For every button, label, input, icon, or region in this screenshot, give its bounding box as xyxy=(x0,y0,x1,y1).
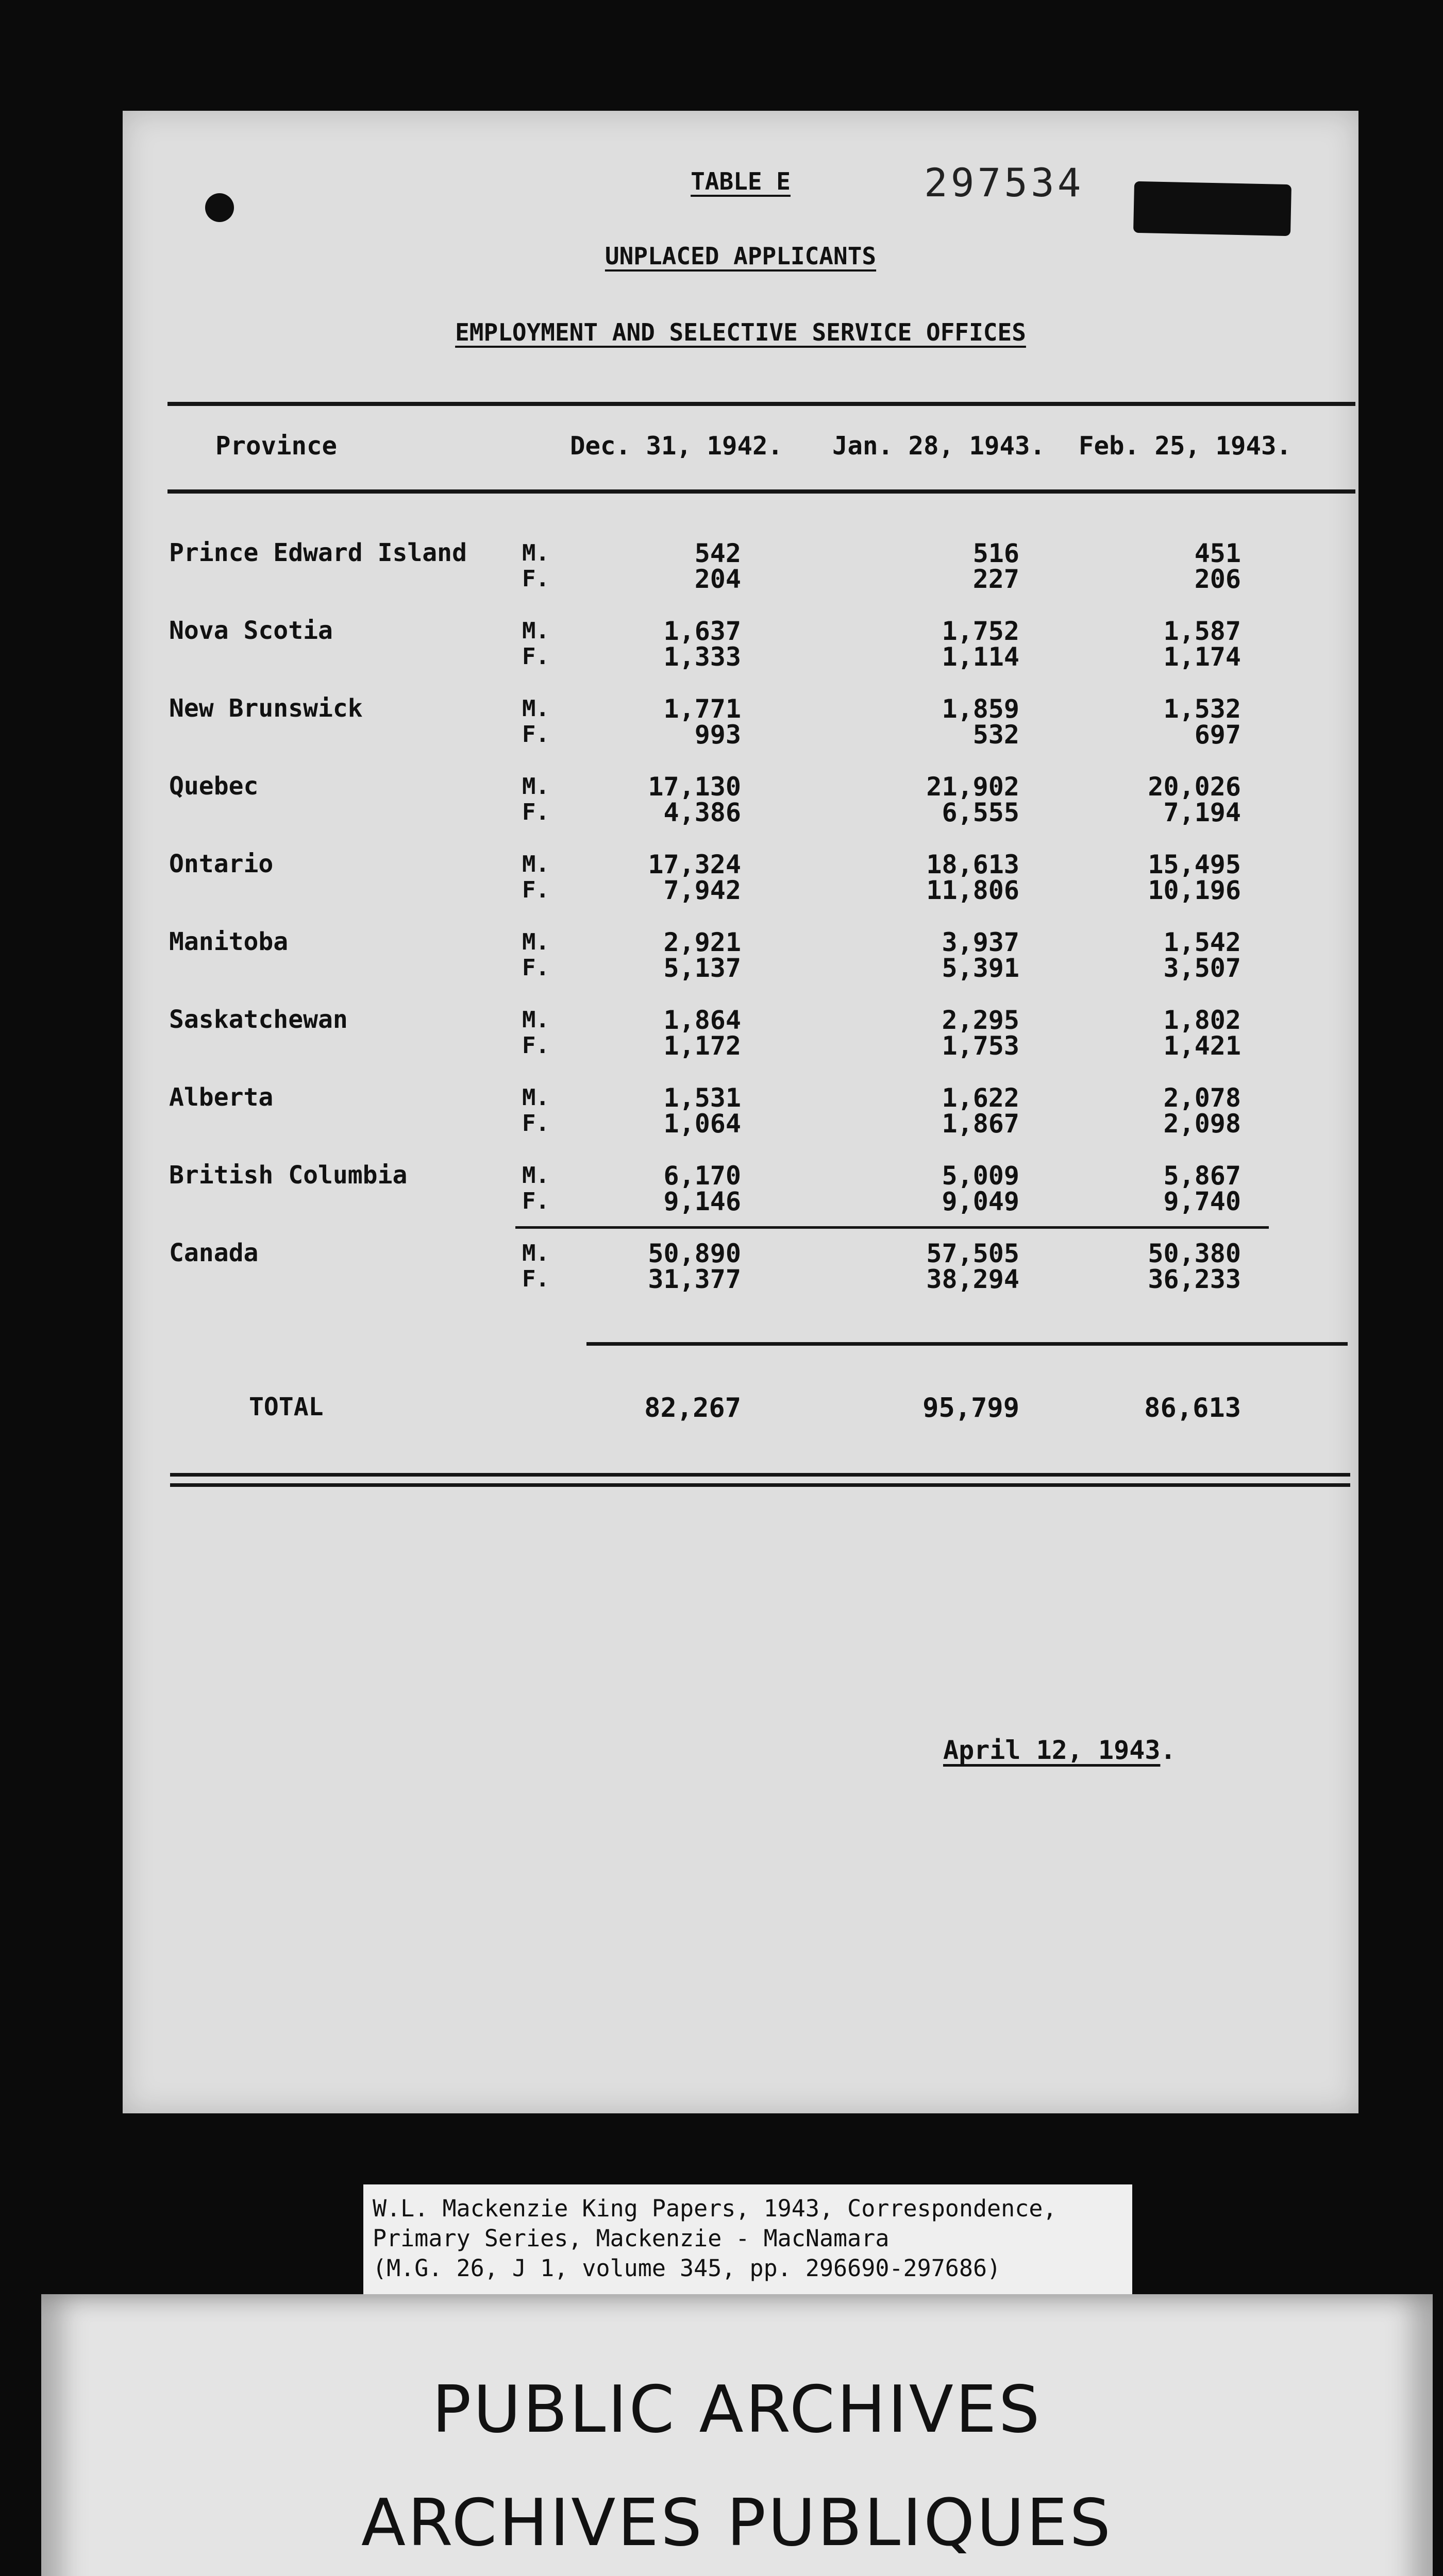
citation-line: Primary Series, Mackenzie - MacNamara xyxy=(373,2225,890,2252)
table-cell: 4,386 xyxy=(663,798,741,827)
table-cell: 993 xyxy=(694,720,741,750)
table-cell: 1,622 xyxy=(942,1083,1019,1113)
table-cell: 1,172 xyxy=(663,1031,741,1061)
table-cell: 36,233 xyxy=(1148,1264,1241,1294)
archive-banner xyxy=(41,2294,1433,2576)
table-cell: 11,806 xyxy=(926,875,1019,905)
date-suffix: . xyxy=(1160,1735,1176,1765)
total-feb-1943: 86,613 xyxy=(1144,1393,1241,1423)
table-cell: 5,391 xyxy=(942,953,1019,983)
province-name: Quebec xyxy=(169,772,259,801)
sex-label-female: F. xyxy=(522,643,549,670)
table-cell: 9,146 xyxy=(663,1187,741,1216)
sex-label-male: M. xyxy=(522,1240,549,1266)
table-cell: 5,867 xyxy=(1163,1161,1241,1191)
sex-label-male: M. xyxy=(522,1084,549,1111)
table-cell: 57,505 xyxy=(926,1239,1019,1268)
total-rule xyxy=(586,1342,1348,1346)
document-page xyxy=(123,111,1358,2113)
sex-label-male: M. xyxy=(522,773,549,800)
sex-label-male: M. xyxy=(522,851,549,877)
table-cell: 516 xyxy=(972,538,1019,568)
table-cell: 532 xyxy=(972,720,1019,750)
stamp-number: 297534 xyxy=(924,160,1084,206)
province-name: Canada xyxy=(169,1239,259,1267)
citation-line: (M.G. 26, J 1, volume 345, pp. 296690-297686) xyxy=(373,2255,1001,2282)
sex-label-female: F. xyxy=(522,799,549,825)
table-cell: 17,324 xyxy=(648,850,741,879)
table-cell: 697 xyxy=(1194,720,1241,750)
province-name: Manitoba xyxy=(169,927,289,956)
sex-label-male: M. xyxy=(522,1007,549,1033)
table-cell: 1,064 xyxy=(663,1109,741,1139)
table-label: TABLE E xyxy=(691,167,791,195)
table-cell: 9,049 xyxy=(942,1187,1019,1216)
table-cell: 542 xyxy=(694,538,741,568)
province-name: Nova Scotia xyxy=(169,616,333,645)
sex-label-female: F. xyxy=(522,1266,549,1292)
table-cell: 204 xyxy=(694,564,741,594)
table-cell: 1,333 xyxy=(663,642,741,672)
table-cell: 7,194 xyxy=(1163,798,1241,827)
table-cell: 1,864 xyxy=(663,1005,741,1035)
sex-label-female: F. xyxy=(522,877,549,903)
table-cell: 18,613 xyxy=(926,850,1019,879)
total-dec-1942: 82,267 xyxy=(644,1393,741,1423)
document-title: UNPLACED APPLICANTS xyxy=(605,242,877,270)
table-cell: 1,753 xyxy=(942,1031,1019,1061)
table-cell: 2,098 xyxy=(1163,1109,1241,1139)
province-name: Alberta xyxy=(169,1083,274,1112)
table-cell: 1,859 xyxy=(942,694,1019,724)
table-cell: 31,377 xyxy=(648,1264,741,1294)
table-cell: 3,507 xyxy=(1163,953,1241,983)
table-cell: 21,902 xyxy=(926,772,1019,802)
table-cell: 6,555 xyxy=(942,798,1019,827)
sex-label-male: M. xyxy=(522,929,549,955)
table-cell: 7,942 xyxy=(663,875,741,905)
column-header-jan-1943: Jan. 28, 1943. xyxy=(832,431,1046,461)
table-cell: 1,771 xyxy=(663,694,741,724)
sex-label-female: F. xyxy=(522,1032,549,1059)
sex-label-female: F. xyxy=(522,1188,549,1214)
table-cell: 206 xyxy=(1194,564,1241,594)
table-cell: 2,295 xyxy=(942,1005,1019,1035)
province-name: Ontario xyxy=(169,850,274,878)
table-cell: 1,532 xyxy=(1163,694,1241,724)
table-cell: 1,542 xyxy=(1163,927,1241,957)
total-jan-1943: 95,799 xyxy=(922,1393,1019,1423)
archive-line-french: ARCHIVES PUBLIQUES xyxy=(361,2485,1113,2561)
table-cell: 227 xyxy=(972,564,1019,594)
table-cell: 38,294 xyxy=(926,1264,1019,1294)
table-cell: 1,637 xyxy=(663,616,741,646)
date-text: April 12, 1943 xyxy=(943,1735,1161,1765)
punch-hole xyxy=(205,193,234,222)
citation-line: W.L. Mackenzie King Papers, 1943, Correspondence, xyxy=(373,2195,1057,2222)
table-cell: 1,752 xyxy=(942,616,1019,646)
table-cell: 1,867 xyxy=(942,1109,1019,1139)
sex-label-male: M. xyxy=(522,618,549,644)
sex-label-female: F. xyxy=(522,955,549,981)
table-cell: 2,078 xyxy=(1163,1083,1241,1113)
province-name: Prince Edward Island xyxy=(169,538,467,567)
table-cell: 5,137 xyxy=(663,953,741,983)
double-rule-top xyxy=(170,1473,1350,1477)
table-cell: 1,174 xyxy=(1163,642,1241,672)
table-cell: 10,196 xyxy=(1148,875,1241,905)
table-cell: 9,740 xyxy=(1163,1187,1241,1216)
header-top-rule xyxy=(167,402,1355,406)
total-label: TOTAL xyxy=(249,1393,324,1421)
column-header-dec-1942: Dec. 31, 1942. xyxy=(570,431,783,461)
table-cell: 1,587 xyxy=(1163,616,1241,646)
sex-label-male: M. xyxy=(522,1162,549,1189)
sex-label-female: F. xyxy=(522,1110,549,1137)
table-cell: 50,890 xyxy=(648,1239,741,1268)
province-name: New Brunswick xyxy=(169,694,363,723)
table-cell: 1,421 xyxy=(1163,1031,1241,1061)
table-cell: 50,380 xyxy=(1148,1239,1241,1268)
province-name: Saskatchewan xyxy=(169,1005,348,1034)
province-name: British Columbia xyxy=(169,1161,408,1190)
table-cell: 451 xyxy=(1194,538,1241,568)
sex-label-male: M. xyxy=(522,696,549,722)
table-cell: 15,495 xyxy=(1148,850,1241,879)
sex-label-female: F. xyxy=(522,721,549,748)
table-cell: 2,921 xyxy=(663,927,741,957)
table-cell: 5,009 xyxy=(942,1161,1019,1191)
table-cell: 6,170 xyxy=(663,1161,741,1191)
table-cell: 1,802 xyxy=(1163,1005,1241,1035)
table-cell: 17,130 xyxy=(648,772,741,802)
document-date xyxy=(943,1735,1176,1765)
canada-separator-rule xyxy=(515,1226,1269,1229)
table-cell: 1,114 xyxy=(942,642,1019,672)
table-cell: 1,531 xyxy=(663,1083,741,1113)
table-cell: 3,937 xyxy=(942,927,1019,957)
sex-label-female: F. xyxy=(522,566,549,592)
citation-label xyxy=(363,2184,1132,2294)
column-header-feb-1943: Feb. 25, 1943. xyxy=(1079,431,1292,461)
column-header-province: Province xyxy=(215,431,338,461)
document-subtitle: EMPLOYMENT AND SELECTIVE SERVICE OFFICES xyxy=(455,318,1026,346)
header-bottom-rule xyxy=(167,489,1355,494)
table-cell: 20,026 xyxy=(1148,772,1241,802)
sex-label-male: M. xyxy=(522,540,549,566)
archive-line-english: PUBLIC ARCHIVES xyxy=(432,2371,1042,2447)
double-rule-bottom xyxy=(170,1483,1350,1487)
